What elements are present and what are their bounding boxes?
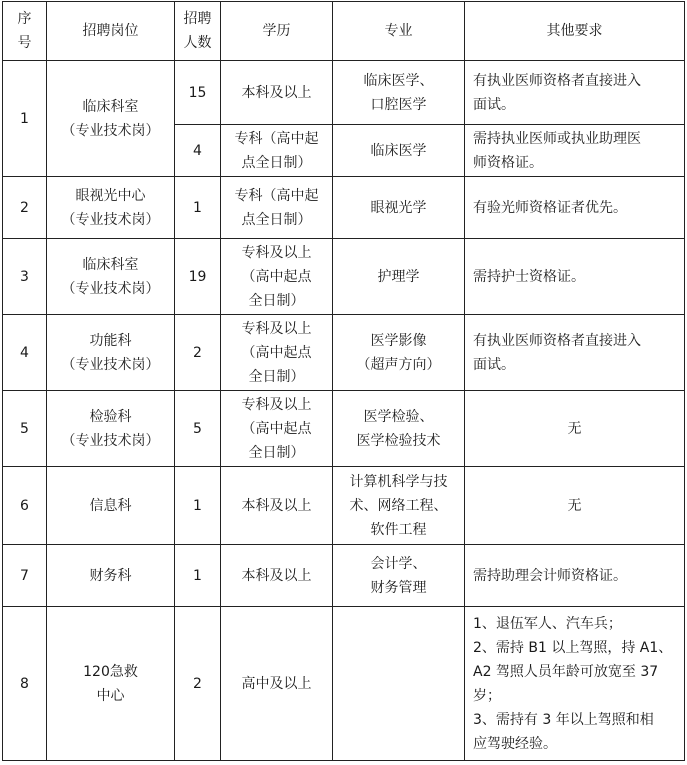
row-education: 专科及以上 （高中起点 全日制） xyxy=(221,239,333,315)
row-post: 信息科 xyxy=(47,467,175,545)
row-major xyxy=(333,607,465,761)
row-education: 专科（高中起 点全日制） xyxy=(221,177,333,239)
row-requirements: 1、退伍军人、汽车兵； 2、需持 B1 以上驾照，持 A1、 A2 驾照人员年龄可放宽至 37 岁； 3、需持有 3 年以上驾照和相 应驾驶经验。 xyxy=(465,607,685,761)
row-major: 临床医学 xyxy=(333,125,465,177)
header-row xyxy=(3,2,685,61)
row-count: 15 xyxy=(175,61,221,125)
header-major: 专业 xyxy=(333,2,465,61)
row-count: 1 xyxy=(175,467,221,545)
row-no: 4 xyxy=(3,315,47,391)
row-count: 4 xyxy=(175,125,221,177)
row-no: 2 xyxy=(3,177,47,239)
row-post: 120急救 中心 xyxy=(47,607,175,761)
row-education: 专科及以上 （高中起点 全日制） xyxy=(221,315,333,391)
row-count: 1 xyxy=(175,177,221,239)
row-post: 检验科 （专业技术岗） xyxy=(47,391,175,467)
row-post: 财务科 xyxy=(47,545,175,607)
row-requirements: 需持执业医师或执业助理医 师资格证。 xyxy=(465,125,685,177)
row-education: 专科（高中起 点全日制） xyxy=(221,125,333,177)
row-education: 专科及以上 （高中起点 全日制） xyxy=(221,391,333,467)
row-education: 高中及以上 xyxy=(221,607,333,761)
row-count: 19 xyxy=(175,239,221,315)
row-count: 2 xyxy=(175,315,221,391)
header-no: 序 号 xyxy=(3,2,47,61)
row-major: 护理学 xyxy=(333,239,465,315)
row-no: 1 xyxy=(3,61,47,177)
row-major: 眼视光学 xyxy=(333,177,465,239)
row-major: 医学检验、 医学检验技术 xyxy=(333,391,465,467)
row-no: 6 xyxy=(3,467,47,545)
row-education: 本科及以上 xyxy=(221,467,333,545)
row-major: 临床医学、 口腔医学 xyxy=(333,61,465,125)
row-education: 本科及以上 xyxy=(221,545,333,607)
row-no: 8 xyxy=(3,607,47,761)
row-no: 7 xyxy=(3,545,47,607)
table-row xyxy=(3,239,685,315)
row-count: 5 xyxy=(175,391,221,467)
row-requirements: 无 xyxy=(465,467,685,545)
row-requirements: 有执业医师资格者直接进入 面试。 xyxy=(465,61,685,125)
header-requirements: 其他要求 xyxy=(465,2,685,61)
row-no: 5 xyxy=(3,391,47,467)
row-major: 医学影像 （超声方向） xyxy=(333,315,465,391)
row-count: 1 xyxy=(175,545,221,607)
row-count: 2 xyxy=(175,607,221,761)
header-post: 招聘岗位 xyxy=(47,2,175,61)
row-requirements: 需持护士资格证。 xyxy=(465,239,685,315)
header-count: 招聘 人数 xyxy=(175,2,221,61)
table-row xyxy=(3,391,685,467)
row-requirements: 无 xyxy=(465,391,685,467)
row-post: 临床科室 （专业技术岗） xyxy=(47,61,175,177)
row-post: 临床科室 （专业技术岗） xyxy=(47,239,175,315)
row-requirements: 需持助理会计师资格证。 xyxy=(465,545,685,607)
table-row xyxy=(3,607,685,761)
row-education: 本科及以上 xyxy=(221,61,333,125)
row-major: 会计学、 财务管理 xyxy=(333,545,465,607)
table-row xyxy=(3,315,685,391)
recruitment-table xyxy=(2,1,685,761)
header-education: 学历 xyxy=(221,2,333,61)
row-post: 功能科 （专业技术岗） xyxy=(47,315,175,391)
table-row xyxy=(3,467,685,545)
row-post: 眼视光中心 （专业技术岗） xyxy=(47,177,175,239)
row-major: 计算机科学与技 术、网络工程、 软件工程 xyxy=(333,467,465,545)
row-requirements: 有验光师资格证者优先。 xyxy=(465,177,685,239)
row-no: 3 xyxy=(3,239,47,315)
table-row xyxy=(3,177,685,239)
row-requirements: 有执业医师资格者直接进入 面试。 xyxy=(465,315,685,391)
table-row xyxy=(3,545,685,607)
table-row xyxy=(3,61,685,125)
